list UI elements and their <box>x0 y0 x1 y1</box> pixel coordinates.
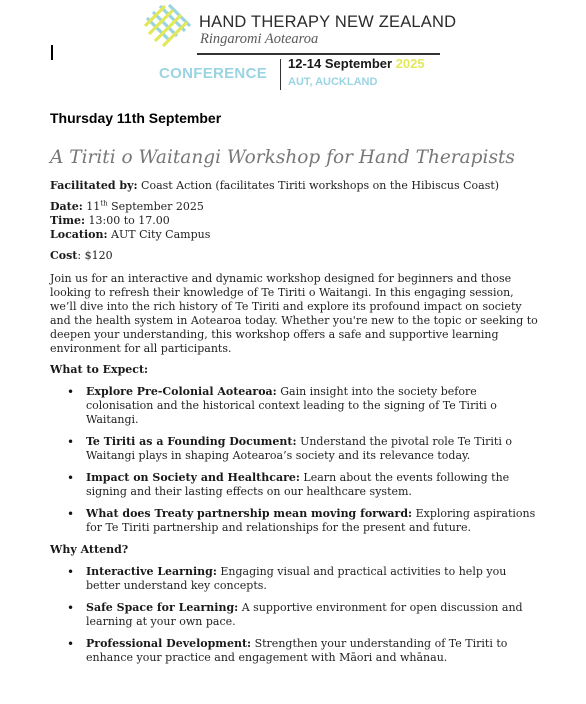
list-item <box>50 435 540 463</box>
list-item <box>50 637 540 665</box>
date-day: 11 <box>82 200 101 213</box>
hand-therapy-logo-icon <box>143 4 193 48</box>
intro-paragraph: Join us for an interactive and dynamic workshop designed for beginners and those looking to refresh their knowledge of Te Tiriti o Waitangi. In this engaging session, we’ll dive into the rich history of Te Tiriti and explore its profound impact on society and the health system in Aotearoa today. Whether you're new to the topic or seeking to deepen your understanding, this workshop offers a safe and supportive learning environment for all participants. <box>50 272 538 355</box>
list-item-title: Interactive Learning: <box>86 565 217 578</box>
list-item-text: Strengthen your understanding of Te Tiriti to enhance your practice and engagement with Māori and whānau. <box>86 637 508 664</box>
list-item-text: Exploring aspirations for Te Tiriti partnership and relationships for the present and future. <box>86 507 536 534</box>
text-cursor <box>51 45 53 60</box>
conference-venue: AUT, AUCKLAND <box>288 76 378 88</box>
list-item-title: What does Treaty partnership mean moving forward: <box>86 507 413 520</box>
brand-title: HAND THERAPY NEW ZEALAND <box>199 13 457 31</box>
header-vertical-divider <box>280 59 281 90</box>
date-suffix: th <box>100 199 108 208</box>
list-item-title: Te Tiriti as a Founding Document: <box>86 435 297 448</box>
conference-label: CONFERENCE <box>159 65 268 82</box>
list-item-text: Engaging visual and practical activities to help you better understand key concepts. <box>86 565 507 592</box>
day-heading: Thursday 11th September <box>50 110 222 126</box>
attend-heading: Why Attend? <box>50 543 129 556</box>
list-item-text: A supportive environment for open discussion and learning at your own pace. <box>86 601 523 628</box>
time-value: 13:00 to 17.00 <box>85 214 170 227</box>
cost-label: Cost <box>50 249 78 262</box>
conference-year: 2025 <box>395 56 425 71</box>
expect-heading: What to Expect: <box>50 363 149 376</box>
date-label: Date: <box>50 200 83 213</box>
conference-dates <box>288 56 425 71</box>
list-item-text: Understand the pivotal role Te Tiriti o Waitangi plays in shaping Aotearoa’s society and its relevance today. <box>86 435 512 462</box>
brand-subtitle: Ringaromi Aotearoa <box>200 31 319 47</box>
list-item-title: Professional Development: <box>86 637 252 650</box>
list-item-title: Impact on Society and Healthcare: <box>86 471 300 484</box>
list-item <box>50 507 540 535</box>
list-item <box>50 471 540 499</box>
facilitated-label: Facilitated by: <box>50 179 138 192</box>
date-rest: September 2025 <box>107 200 204 213</box>
time-line <box>50 214 540 228</box>
brand-divider <box>197 53 440 55</box>
time-label: Time: <box>50 214 86 227</box>
list-item <box>50 601 540 629</box>
conference-dates-text: 12-14 September <box>288 56 393 71</box>
location-label: Location: <box>50 228 108 241</box>
workshop-title: A Tiriti o Waitangi Workshop for Hand Therapists <box>50 147 515 168</box>
list-item-title: Safe Space for Learning: <box>86 601 239 614</box>
facilitated-value: Coast Action (facilitates Tiriti workshops on the Hibiscus Coast) <box>137 179 500 192</box>
document-body <box>50 146 540 673</box>
attend-list <box>50 565 540 665</box>
expect-list <box>50 385 540 535</box>
cost-line <box>50 249 540 263</box>
list-item-text: Learn about the events following the signing and their lasting effects on our healthcare system. <box>86 471 510 498</box>
cost-value: : $120 <box>77 249 113 262</box>
list-item <box>50 565 540 593</box>
list-item-text: Gain insight into the society before colonisation and the historical context leading to the signing of Te Tiriti o Waitangi. <box>86 385 497 426</box>
facilitated-line <box>50 179 540 193</box>
list-item <box>50 385 540 427</box>
location-value: AUT City Campus <box>107 228 211 241</box>
location-line <box>50 228 540 242</box>
list-item-title: Explore Pre-Colonial Aotearoa: <box>86 385 277 398</box>
date-line <box>50 200 540 214</box>
